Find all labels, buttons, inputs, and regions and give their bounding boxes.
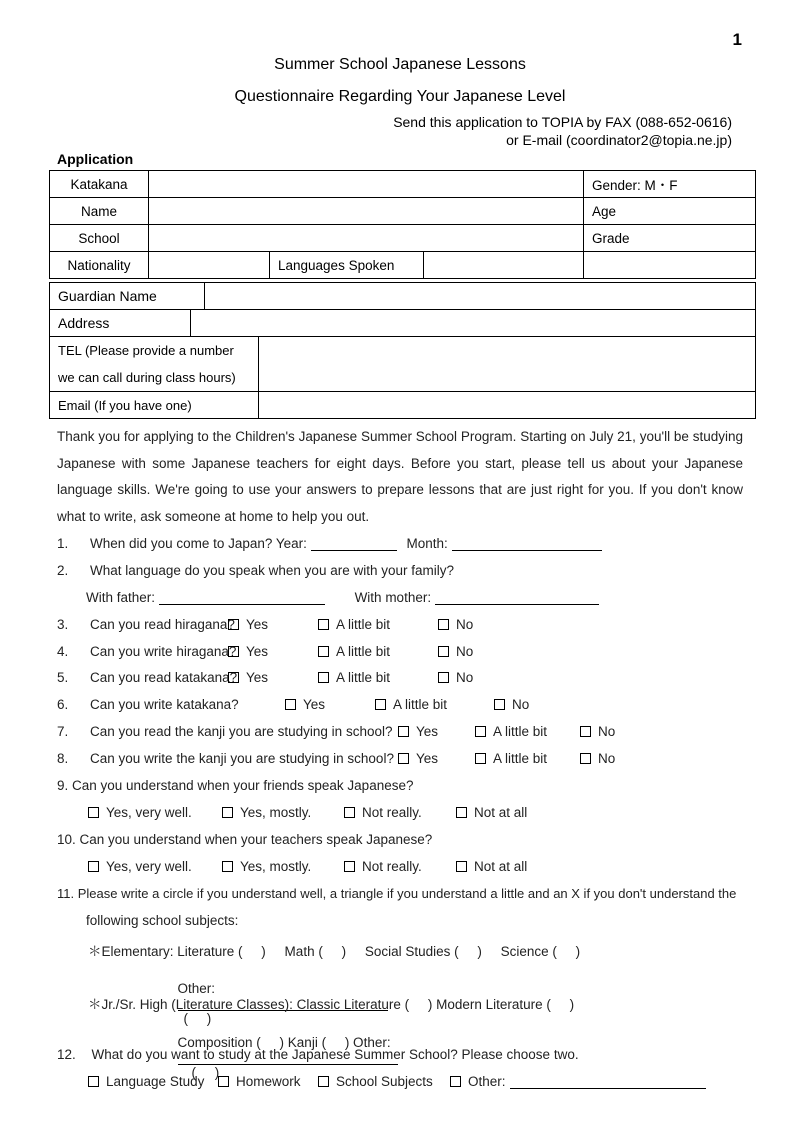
q7-yes-label: Yes <box>416 724 439 739</box>
q3-little-checkbox[interactable] <box>318 619 329 630</box>
q5-yes-checkbox[interactable] <box>228 672 239 683</box>
q8-no-option[interactable] <box>580 751 615 766</box>
send-instruction: Send this application to TOPIA by FAX (088-652-0616) <box>393 114 732 130</box>
q3-little-option[interactable] <box>318 617 390 632</box>
intro-paragraph: Thank you for applying to the Children's Japanese Summer School Program. Starting on July 21, you'll be studying Japanese with some Japanese teachers for eight days. Before you start, please tell us about your Japanese language skills. We're going to use your answers to prepare lessons that are just right for you. If you don't know what to write, ask someone at home to help you out. <box>57 429 743 524</box>
q4-number: 4. <box>57 644 69 659</box>
q10-very-well-checkbox[interactable] <box>88 861 99 872</box>
q3-no-label: No <box>456 617 474 632</box>
tel-label <box>50 337 259 392</box>
q6-no-option[interactable] <box>494 697 529 712</box>
address-label: Address <box>50 310 191 337</box>
question-5 <box>57 670 237 685</box>
q10-mostly-option[interactable] <box>222 859 311 874</box>
q2-answers <box>86 590 599 605</box>
q7-little-option[interactable] <box>475 724 547 739</box>
q3-no-option[interactable] <box>438 617 473 632</box>
q5-little-label: A little bit <box>336 670 391 685</box>
q12-homework-option[interactable] <box>218 1074 301 1089</box>
languages-field[interactable] <box>424 252 584 279</box>
father-input[interactable] <box>159 591 325 605</box>
page-subtitle: Questionnaire Regarding Your Japanese Level <box>234 88 566 105</box>
q10-not-at-all-option[interactable] <box>456 859 527 874</box>
q8-yes-option[interactable] <box>398 751 438 766</box>
question-3 <box>57 617 235 632</box>
question-10: 10. Can you understand when your teachers speak Japanese? <box>57 832 433 847</box>
q4-no-label: No <box>456 644 474 659</box>
q8-text: Can you write the kanji you are studying in school? <box>90 751 394 766</box>
q1-number: 1. <box>57 536 69 551</box>
tel-label-line1: TEL (Please provide a number <box>58 343 234 358</box>
q4-little-option[interactable] <box>318 644 390 659</box>
mother-label: With mother: <box>354 590 432 605</box>
q12-language-study-checkbox[interactable] <box>88 1076 99 1087</box>
q8-little-label: A little bit <box>493 751 548 766</box>
q12-text: What do you want to study at the Japanese Summer School? Please choose two. <box>91 1047 579 1062</box>
q9-not-really-option[interactable] <box>344 805 422 820</box>
q8-yes-checkbox[interactable] <box>398 753 409 764</box>
katakana-label: Katakana <box>50 171 149 198</box>
q6-no-checkbox[interactable] <box>494 699 505 710</box>
page-number: 1 <box>732 30 742 49</box>
q12-number: 12. <box>57 1047 76 1062</box>
question-11-line1: 11. Please write a circle if you understand well, a triangle if you understand a little and an X if you don't understand the <box>57 886 737 901</box>
name-label: Name <box>50 198 149 225</box>
q5-yes-label: Yes <box>246 670 269 685</box>
q7-text: Can you read the kanji you are studying in school? <box>90 724 393 739</box>
q6-little-label: A little bit <box>393 697 448 712</box>
q11-other-label: Other: <box>177 981 216 996</box>
q5-little-option[interactable] <box>318 670 390 685</box>
q8-no-label: No <box>598 751 616 766</box>
q3-yes-option[interactable] <box>228 617 268 632</box>
question-6 <box>57 697 239 712</box>
q10-not-really-option[interactable] <box>344 859 422 874</box>
email-field[interactable] <box>259 392 756 419</box>
q9-very-well-option[interactable] <box>88 805 192 820</box>
mother-input[interactable] <box>435 591 599 605</box>
q5-yes-option[interactable] <box>228 670 268 685</box>
q3-no-checkbox[interactable] <box>438 619 449 630</box>
question-4 <box>57 644 236 659</box>
q5-no-checkbox[interactable] <box>438 672 449 683</box>
school-field[interactable] <box>149 225 584 252</box>
q9-not-really-checkbox[interactable] <box>344 807 355 818</box>
q9-very-well-label: Yes, very well. <box>106 805 192 820</box>
q7-yes-checkbox[interactable] <box>398 726 409 737</box>
nationality-field[interactable] <box>149 252 270 279</box>
question-7 <box>57 724 392 739</box>
q11-composition-label[interactable]: Composition ( ) Kanji ( ) Other: <box>177 1035 391 1050</box>
q5-no-label: No <box>456 670 474 685</box>
q9-very-well-checkbox[interactable] <box>88 807 99 818</box>
address-field[interactable] <box>191 310 756 337</box>
q11-elementary-subjects[interactable]: ＊Elementary: Literature ( ) Math ( ) Social Studies ( ) Science ( ) <box>88 944 581 959</box>
question-9: 9. Can you understand when your friends speak Japanese? <box>57 778 414 793</box>
q5-no-option[interactable] <box>438 670 473 685</box>
q12-school-subjects-option[interactable] <box>318 1074 433 1089</box>
q4-no-option[interactable] <box>438 644 473 659</box>
q4-no-checkbox[interactable] <box>438 646 449 657</box>
q10-very-well-label: Yes, very well. <box>106 859 192 874</box>
age-field[interactable]: Age <box>584 198 756 225</box>
school-label: School <box>50 225 149 252</box>
grade-field[interactable]: Grade <box>584 225 756 252</box>
q4-yes-label: Yes <box>246 644 269 659</box>
q11-other-paren[interactable]: ( ) <box>183 1011 212 1026</box>
page-title: Summer School Japanese Lessons <box>274 56 526 73</box>
q8-little-checkbox[interactable] <box>475 753 486 764</box>
guardian-table <box>49 282 756 310</box>
email-instruction: or E-mail (coordinator2@topia.ne.jp) <box>506 132 732 148</box>
email-label: Email (If you have one) <box>50 392 259 419</box>
q9-mostly-checkbox[interactable] <box>222 807 233 818</box>
q1-text: When did you come to Japan? Year: <box>90 536 307 551</box>
languages-field-extra[interactable] <box>584 252 756 279</box>
q12-other-input[interactable] <box>510 1075 706 1089</box>
q8-little-option[interactable] <box>475 751 547 766</box>
q6-little-option[interactable] <box>375 697 447 712</box>
q7-no-checkbox[interactable] <box>580 726 591 737</box>
q8-no-checkbox[interactable] <box>580 753 591 764</box>
q9-not-at-all-option[interactable] <box>456 805 527 820</box>
q4-little-checkbox[interactable] <box>318 646 329 657</box>
q4-yes-option[interactable] <box>228 644 268 659</box>
q4-yes-checkbox[interactable] <box>228 646 239 657</box>
q8-number: 8. <box>57 751 69 766</box>
q12-homework-label: Homework <box>236 1074 301 1089</box>
q12-other-checkbox[interactable] <box>450 1076 461 1087</box>
q10-not-really-checkbox[interactable] <box>344 861 355 872</box>
q10-very-well-option[interactable] <box>88 859 192 874</box>
q3-number: 3. <box>57 617 69 632</box>
q6-little-checkbox[interactable] <box>375 699 386 710</box>
application-form <box>49 170 756 279</box>
contact-table <box>49 336 756 419</box>
q11-composition-paren[interactable]: ( ) <box>191 1065 220 1080</box>
q6-number: 6. <box>57 697 69 712</box>
q3-text: Can you read hiragana? <box>90 617 235 632</box>
q10-not-at-all-checkbox[interactable] <box>456 861 467 872</box>
languages-label: Languages Spoken <box>270 252 424 279</box>
q7-no-label: No <box>598 724 616 739</box>
q12-other-label: Other: <box>468 1074 506 1089</box>
q2-number: 2. <box>57 563 69 578</box>
q10-mostly-checkbox[interactable] <box>222 861 233 872</box>
q12-other-option[interactable] <box>450 1074 706 1089</box>
question-11-line2: following school subjects: <box>86 913 239 928</box>
q3-little-label: A little bit <box>336 617 391 632</box>
q12-language-study-label: Language Study <box>106 1074 205 1089</box>
q9-mostly-option[interactable] <box>222 805 311 820</box>
q9-not-at-all-checkbox[interactable] <box>456 807 467 818</box>
q12-school-subjects-label: School Subjects <box>336 1074 433 1089</box>
q5-little-checkbox[interactable] <box>318 672 329 683</box>
q6-yes-option[interactable] <box>285 697 325 712</box>
q7-little-checkbox[interactable] <box>475 726 486 737</box>
q10-not-at-all-label: Not at all <box>474 859 528 874</box>
guardian-label: Guardian Name <box>50 283 205 310</box>
q2-text: What language do you speak when you are with your family? <box>90 563 454 578</box>
name-field[interactable] <box>149 198 584 225</box>
q8-yes-label: Yes <box>416 751 439 766</box>
month-input[interactable] <box>452 537 602 551</box>
q12-language-study-option[interactable] <box>88 1074 204 1089</box>
q3-yes-checkbox[interactable] <box>228 619 239 630</box>
month-label: Month: <box>406 536 448 551</box>
address-table <box>49 309 756 337</box>
q6-yes-label: Yes <box>303 697 326 712</box>
q4-text: Can you write hiragana? <box>90 644 237 659</box>
q10-mostly-label: Yes, mostly. <box>240 859 312 874</box>
q9-not-at-all-label: Not at all <box>474 805 528 820</box>
q10-not-really-label: Not really. <box>362 859 422 874</box>
father-label: With father: <box>86 590 156 605</box>
guardian-field[interactable] <box>205 283 756 310</box>
q6-no-label: No <box>512 697 530 712</box>
q4-little-label: A little bit <box>336 644 391 659</box>
year-input[interactable] <box>311 537 397 551</box>
application-heading: Application <box>57 151 134 167</box>
question-2 <box>57 563 454 578</box>
q12-homework-checkbox[interactable] <box>218 1076 229 1087</box>
q6-yes-checkbox[interactable] <box>285 699 296 710</box>
question-12 <box>57 1047 579 1062</box>
q11-high-school-subjects[interactable]: ＊Jr./Sr. High (Literature Classes): Classic Literature ( ) Modern Literature ( ) <box>88 997 575 1012</box>
q3-yes-label: Yes <box>246 617 269 632</box>
q5-text: Can you read katakana? <box>90 670 238 685</box>
q9-mostly-label: Yes, mostly. <box>240 805 312 820</box>
tel-field[interactable] <box>259 337 756 392</box>
q7-number: 7. <box>57 724 69 739</box>
q7-no-option[interactable] <box>580 724 615 739</box>
nationality-label: Nationality <box>50 252 149 279</box>
question-8 <box>57 751 394 766</box>
q9-not-really-label: Not really. <box>362 805 422 820</box>
q7-little-label: A little bit <box>493 724 548 739</box>
q12-school-subjects-checkbox[interactable] <box>318 1076 329 1087</box>
tel-label-line2: we can call during class hours) <box>58 370 236 385</box>
gender-field[interactable]: Gender: M・F <box>584 171 756 198</box>
q6-text: Can you write katakana? <box>90 697 239 712</box>
q7-yes-option[interactable] <box>398 724 438 739</box>
q5-number: 5. <box>57 670 69 685</box>
katakana-field[interactable] <box>149 171 584 198</box>
question-1 <box>57 536 602 551</box>
